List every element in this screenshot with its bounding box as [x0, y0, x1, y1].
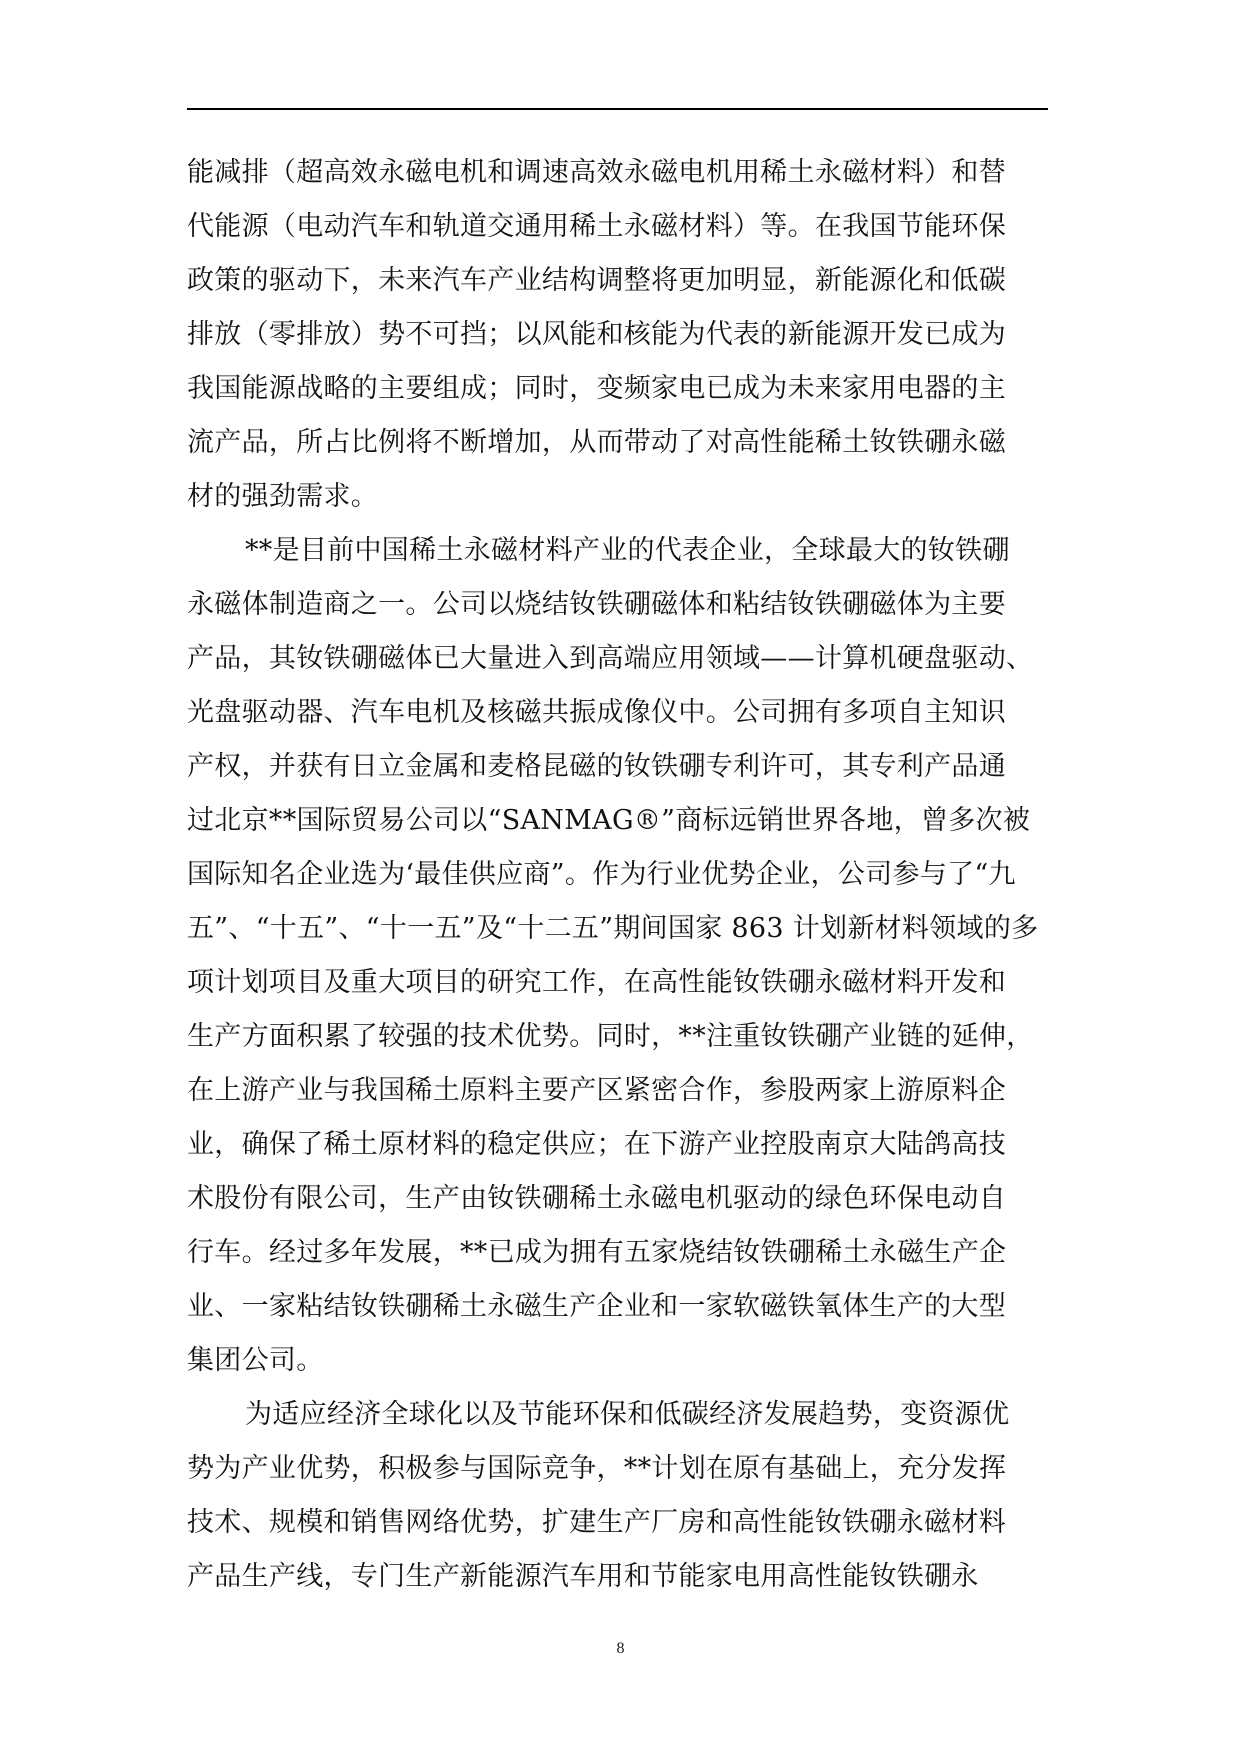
paragraph-3-line: 技术、规模和销售网络优势，扩建生产厂房和高性能钕铁硼永磁材料 — [187, 1507, 1006, 1538]
paragraph-2-line: 行车。经过多年发展，**已成为拥有五家烧结钕铁硼稀土永磁生产企 — [187, 1237, 1007, 1268]
paragraph-3-first-line: 为适应经济全球化以及节能环保和低碳经济发展趋势，变资源优 — [245, 1399, 1010, 1430]
header-rule — [187, 108, 1048, 110]
paragraph-3-line: 势为产业优势，积极参与国际竞争，**计划在原有基础上，充分发挥 — [187, 1453, 1007, 1484]
paragraph-2-line: 术股份有限公司，生产由钕铁硼稀土永磁电机驱动的绿色环保电动自 — [187, 1183, 1006, 1214]
paragraph-2-first-line: **是目前中国稀土永磁材料产业的代表企业，全球最大的钕铁硼 — [245, 535, 1010, 566]
paragraph-2-line: 集团公司。 — [187, 1345, 324, 1376]
paragraph-2-line: 产品，其钕铁硼磁体已大量进入到高端应用领域——计算机硬盘驱动、 — [187, 643, 1034, 674]
paragraph-1-line: 政策的驱动下，未来汽车产业结构调整将更加明显，新能源化和低碳 — [187, 265, 1006, 296]
paragraph-2-line: 过北京**国际贸易公司以“SANMAG®”商标远销世界各地，曾多次被 — [187, 805, 1031, 836]
paragraph-2-line: 业、一家粘结钕铁硼稀土永磁生产企业和一家软磁铁氧体生产的大型 — [187, 1291, 1006, 1322]
paragraph-2-line: 永磁体制造商之一。公司以烧结钕铁硼磁体和粘结钕铁硼磁体为主要 — [187, 589, 1006, 620]
paragraph-1-line: 流产品，所占比例将不断增加，从而带动了对高性能稀土钕铁硼永磁 — [187, 427, 1006, 458]
paragraph-1-line: 材的强劲需求。 — [187, 481, 379, 512]
paragraph-1-line: 能减排（超高效永磁电机和调速高效永磁电机用稀土永磁材料）和替 — [187, 157, 1006, 188]
paragraph-1-line: 代能源（电动汽车和轨道交通用稀土永磁材料）等。在我国节能环保 — [187, 211, 1006, 242]
paragraph-2-line: 项计划项目及重大项目的研究工作，在高性能钕铁硼永磁材料开发和 — [187, 967, 1006, 998]
paragraph-2-line: 生产方面积累了较强的技术优势。同时，**注重钕铁硼产业链的延伸， — [187, 1021, 1034, 1052]
paragraph-2-line: 业，确保了稀土原材料的稳定供应；在下游产业控股南京大陆鸽高技 — [187, 1129, 1006, 1160]
paragraph-3-line: 产品生产线，专门生产新能源汽车用和节能家电用高性能钕铁硼永 — [187, 1561, 979, 1592]
paragraph-2-line: 在上游产业与我国稀土原料主要产区紧密合作，参股两家上游原料企 — [187, 1075, 1006, 1106]
paragraph-1-line: 排放（零排放）势不可挡；以风能和核能为代表的新能源开发已成为 — [187, 319, 1006, 350]
paragraph-1-line: 我国能源战略的主要组成；同时，变频家电已成为未来家用电器的主 — [187, 373, 1006, 404]
paragraph-2-line: 五”、“十五”、“十一五”及“十二五”期间国家 863 计划新材料领域的多 — [187, 913, 1039, 944]
document-body — [187, 146, 1049, 1604]
page-number: 8 — [616, 1640, 625, 1657]
paragraph-2-line: 国际知名企业选为‘最佳供应商”。作为行业优势企业，公司参与了“九 — [187, 859, 1016, 890]
paragraph-2-line: 光盘驱动器、汽车电机及核磁共振成像仪中。公司拥有多项自主知识 — [187, 697, 1006, 728]
paragraph-2-line: 产权，并获有日立金属和麦格昆磁的钕铁硼专利许可，其专利产品通 — [187, 751, 1006, 782]
